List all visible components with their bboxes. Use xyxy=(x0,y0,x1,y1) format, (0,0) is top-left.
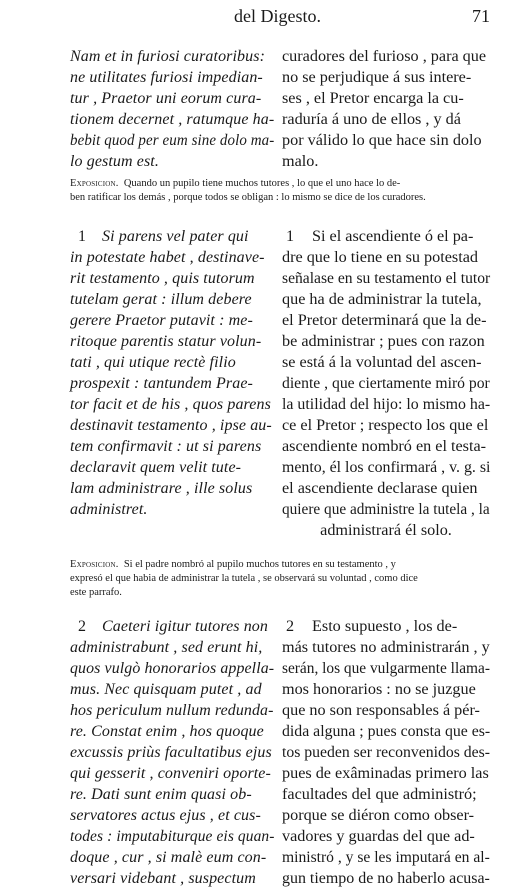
text-line: declaravit quem velit tute- xyxy=(70,459,242,476)
text-line: facultades del que administró; xyxy=(282,785,477,803)
text-line: todes : imputabiturque eis quan- xyxy=(70,828,275,845)
text-line: ascendiente nombró en el testa- xyxy=(282,437,487,455)
exposition-line xyxy=(70,177,490,191)
exposition-note-1 xyxy=(70,177,490,205)
text-line-content: Caeteri igitur tutores non xyxy=(102,618,269,635)
text-line: tos pueden ser reconvenidos des- xyxy=(282,743,490,761)
text-line: gerere Praetor putavit : me- xyxy=(70,312,253,329)
text-line: tutelam gerat : illum debere xyxy=(70,291,252,308)
text-line: mento, él los confirmará , v. g. si xyxy=(282,458,491,476)
text-line: pues de exâminadas primero las xyxy=(282,764,489,782)
text-line: tionem decernet , ratumque ha- xyxy=(70,111,275,128)
text-line xyxy=(70,616,274,637)
text-line: raduría á uno de ellos , y dá xyxy=(282,110,461,128)
text-line-content: Esto supuesto , los de- xyxy=(312,617,458,635)
latin-column xyxy=(70,46,274,172)
paragraph-number: 2 xyxy=(78,618,87,635)
text-line-content: Si parens vel pater qui xyxy=(102,228,249,245)
text-line: la utilidad del hijo: lo mismo ha- xyxy=(282,395,491,413)
text-line: administrabunt , sed erunt hi, xyxy=(70,639,263,656)
text-line: se está á la voluntad del ascen- xyxy=(282,353,482,371)
spanish-column xyxy=(282,616,490,889)
exposition-line: este parrafo. xyxy=(70,587,122,598)
running-title: del Digesto. xyxy=(234,6,321,26)
text-line: qui gesserit , conveniri oporte- xyxy=(70,765,271,782)
exposition-line: expresó el que habia de administrar la tutela , se observará su voluntad , como dice xyxy=(70,573,418,584)
exposition-line: ben ratificar los demás , porque todos se obligan : lo mismo se dice de los curadores. xyxy=(70,192,426,203)
paragraph-number: 2 xyxy=(286,617,295,635)
exposition-text: Si el padre nombró al pupilo muchos tutores en su testamento , y xyxy=(123,559,396,570)
text-line: curadores del furioso , para que xyxy=(282,47,487,65)
text-line: el ascendiente declarase quien xyxy=(282,479,478,497)
text-line: ministró , y se les imputará en al- xyxy=(282,848,490,866)
text-line: be administrar ; pues con razon xyxy=(282,332,485,350)
text-line: dida alguna ; pues consta que es- xyxy=(282,722,491,740)
text-line: administrará él solo. xyxy=(320,521,452,539)
text-line: el Pretor determinará que la de- xyxy=(282,311,487,329)
latin-column xyxy=(70,616,274,889)
running-header xyxy=(70,6,490,28)
text-line: Nam et in furiosi curatoribus: xyxy=(70,48,266,65)
latin-column xyxy=(70,226,274,520)
text-line: porque se diéron como obser- xyxy=(282,806,475,824)
text-line-content: Si el ascendiente ó el pa- xyxy=(312,227,474,245)
text-line: por válido lo que hace sin dolo xyxy=(282,131,482,149)
text-line: quos vulgò honorarios appella- xyxy=(70,660,275,677)
text-line: vadores y guardas del que ad- xyxy=(282,827,475,845)
text-line: quiere que administre la tutela , la xyxy=(282,500,490,518)
exposition-label: Exposicion. xyxy=(70,178,119,189)
exposition-label: Exposicion. xyxy=(70,559,119,570)
text-line: re. Dati sunt enim quasi ob- xyxy=(70,786,252,803)
text-line: in potestate habet , destinave- xyxy=(70,249,265,266)
text-line: ne utilitates furiosi impedian- xyxy=(70,69,263,86)
text-line: diente , que ciertamente miró por xyxy=(282,374,490,392)
text-line: tati , qui utique rectè filio xyxy=(70,354,236,371)
text-line: que no son responsables á pér- xyxy=(282,701,480,719)
text-line: bebit quod per eum sine dolo ma- xyxy=(70,132,275,149)
text-line: ses , el Pretor encarga la cu- xyxy=(282,89,464,107)
text-line: no se perjudique á sus intere- xyxy=(282,68,472,86)
text-line: ritoque parentis statur volun- xyxy=(70,333,262,350)
text-line: tem confirmavit : ut si parens xyxy=(70,438,262,455)
text-line: tor facit et de his , quos parens xyxy=(70,396,271,413)
text-line xyxy=(70,226,274,247)
text-line: malo. xyxy=(282,152,319,170)
text-line: serán, los que vulgarmente llama- xyxy=(282,659,490,677)
text-line: prospexit : tantundem Prae- xyxy=(70,375,253,392)
text-line: ce el Pretor ; respecto los que el xyxy=(282,416,489,434)
text-line: administret. xyxy=(70,501,148,518)
spanish-column xyxy=(282,46,490,172)
text-line xyxy=(282,616,490,637)
paragraph-number: 1 xyxy=(286,227,295,245)
text-line: doque , cur , si malè eum con- xyxy=(70,849,267,866)
text-line: que ha de administrar la tutela, xyxy=(282,290,482,308)
text-line: más tutores no administrarán , y xyxy=(282,638,490,656)
spanish-column xyxy=(282,226,490,541)
text-line: servatores actus ejus , et cus- xyxy=(70,807,261,824)
text-line: hos periculum nullum redunda- xyxy=(70,702,274,719)
exposition-line xyxy=(70,558,490,572)
text-line: destinavit testamento , ipse au- xyxy=(70,417,272,434)
exposition-text: Quando un pupilo tiene muchos tutores , lo que el uno hace lo de- xyxy=(123,178,401,189)
text-line: versari videbant , suspectum xyxy=(70,870,256,887)
text-line: señalase en su testamento el tutor xyxy=(282,269,491,287)
text-line: tur , Praetor uni eorum cura- xyxy=(70,90,262,107)
text-line: gun tiempo de no haberlo acusa- xyxy=(282,869,490,887)
page-number: 71 xyxy=(472,6,490,26)
text-line: rit testamento , quis tutorum xyxy=(70,270,255,287)
exposition-note-2 xyxy=(70,558,490,600)
text-line xyxy=(282,226,490,247)
text-line: mos honorarios : no se juzgue xyxy=(282,680,476,698)
text-line: re. Constat enim , hos quoque xyxy=(70,723,264,740)
text-line: lo gestum est. xyxy=(70,153,159,170)
text-line: lam administrare , ille solus xyxy=(70,480,253,497)
text-line: dre que lo tiene en su potestad xyxy=(282,248,478,266)
paragraph-number: 1 xyxy=(78,228,87,245)
text-line: mus. Nec quisquam putet , ad xyxy=(70,681,262,698)
text-line: excussis priùs facultatibus ejus xyxy=(70,744,272,761)
